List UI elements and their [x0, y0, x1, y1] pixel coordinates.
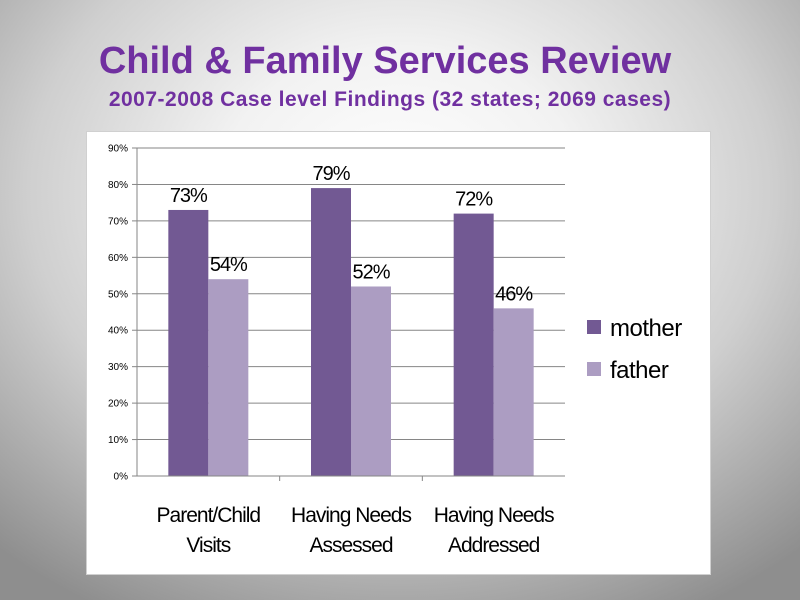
slide-subtitle: 2007-2008 Case level Findings (32 states; 2069 cases) — [108, 88, 672, 111]
data-label: 46% — [495, 283, 533, 306]
data-label: 52% — [352, 261, 390, 284]
bar-father — [351, 286, 391, 476]
y-tick-label: 30% — [107, 362, 128, 374]
legend-swatch-father — [587, 362, 601, 376]
x-category-label: Parent/Child — [156, 504, 261, 527]
y-tick-label: 0% — [113, 471, 128, 483]
y-tick-label: 60% — [107, 252, 128, 264]
x-category-label: Having Needs — [291, 504, 411, 527]
legend-label-mother: mother — [610, 315, 682, 342]
bar-father — [494, 308, 534, 476]
bar-mother — [168, 210, 208, 476]
y-tick-label: 40% — [107, 325, 128, 337]
y-tick-label: 10% — [107, 435, 128, 447]
x-category-label: Assessed — [309, 534, 393, 557]
legend-swatch-mother — [587, 320, 601, 334]
bar-mother — [454, 214, 494, 476]
bar-mother — [311, 188, 351, 476]
y-tick-label: 80% — [107, 179, 128, 191]
x-category-label: Having Needs — [433, 504, 554, 527]
x-category-label: Addressed — [447, 534, 540, 557]
bar-chart — [87, 132, 710, 574]
x-category-label: Visits — [186, 534, 231, 557]
y-tick-label: 20% — [107, 398, 128, 410]
bar-father — [208, 279, 248, 476]
data-label: 79% — [312, 163, 350, 186]
slide-title: Child & Family Services Review — [98, 40, 672, 82]
y-tick-label: 70% — [107, 216, 128, 228]
data-label: 73% — [169, 184, 207, 207]
legend-label-father: father — [610, 357, 669, 384]
chart-panel — [87, 132, 710, 574]
data-label: 54% — [209, 254, 247, 277]
data-label: 72% — [455, 188, 493, 211]
y-tick-label: 50% — [107, 289, 128, 301]
y-tick-label: 90% — [107, 143, 128, 155]
